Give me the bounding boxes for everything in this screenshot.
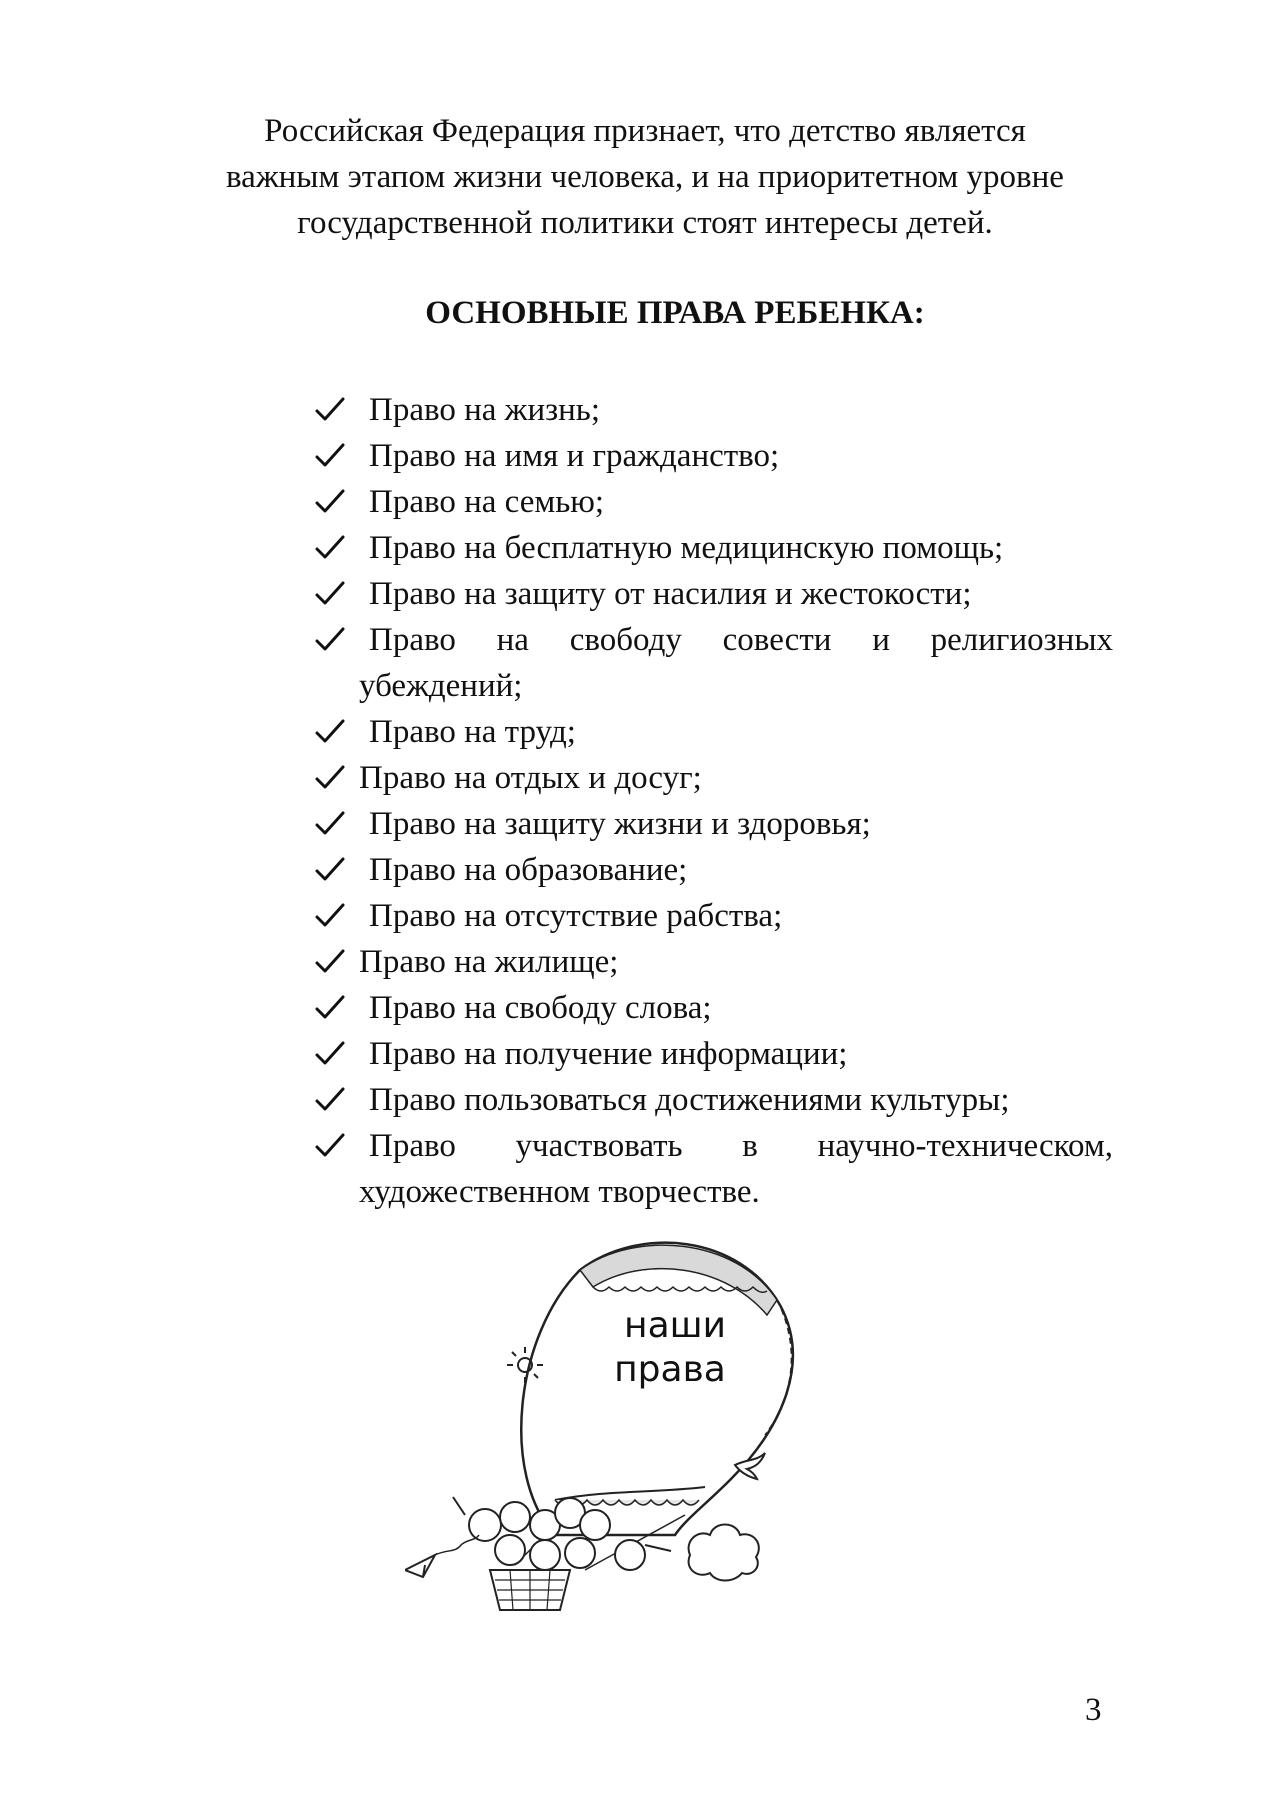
section-heading: ОСНОВНЫЕ ПРАВА РЕБЕНКА: <box>425 295 925 331</box>
right-text: Право на труд; <box>369 714 576 750</box>
balloon-text-1: наши <box>624 1305 726 1346</box>
list-item <box>313 525 1113 571</box>
checkmark-icon <box>315 1041 345 1067</box>
right-text: Право на жилище; <box>359 944 619 980</box>
right-text: Право на получение информации; <box>369 1036 848 1072</box>
right-text: Право на семью; <box>369 484 605 520</box>
list-item <box>313 709 1113 755</box>
right-text: Право на свободу слова; <box>369 990 712 1026</box>
page-number: 3 <box>1085 1692 1102 1728</box>
paper-plane-icon <box>405 1555 435 1577</box>
list-item <box>313 755 1113 801</box>
checkmark-icon <box>315 719 345 745</box>
right-text: Право на защиту жизни и здоровья; <box>369 806 871 842</box>
right-text: Право пользоваться достижениями культуры; <box>369 1082 1010 1118</box>
checkmark-icon <box>315 1087 345 1113</box>
right-text: Право участвовать в научно-техническом, <box>369 1128 1113 1164</box>
right-text: Право на имя и гражданство; <box>369 438 780 474</box>
list-item <box>313 433 1113 479</box>
list-item <box>313 1077 1113 1123</box>
right-text-continuation: убеждений; <box>359 668 523 704</box>
checkmark-icon <box>315 995 345 1021</box>
intro-line-2: важным этапом жизни человека, и на приоритетном уровне <box>226 159 1064 195</box>
right-text: Право на защиту от насилия и жестокости; <box>369 576 972 612</box>
checkmark-icon <box>315 581 345 607</box>
list-item <box>313 571 1113 617</box>
checkmark-icon <box>315 443 345 469</box>
list-item <box>313 387 1113 433</box>
checkmark-icon <box>315 857 345 883</box>
checkmark-icon <box>315 903 345 929</box>
hot-air-balloon-illustration <box>405 1225 865 1615</box>
list-item <box>313 847 1113 893</box>
intro-paragraph <box>170 108 1120 246</box>
checkmark-icon <box>315 1133 345 1159</box>
intro-line-1: Российская Федерация признает, что детство является <box>264 113 1026 149</box>
list-item <box>313 479 1113 525</box>
rights-list <box>313 387 1113 1215</box>
right-text: Право на бесплатную медицинскую помощь; <box>369 530 1004 566</box>
list-item <box>313 617 1113 709</box>
checkmark-icon <box>315 535 345 561</box>
right-text: Право на отсутствие рабства; <box>369 898 783 934</box>
checkmark-icon <box>315 765 345 791</box>
cloud-icon <box>689 1525 759 1581</box>
right-text: Право на отдых и досуг; <box>359 760 702 796</box>
list-item <box>313 1123 1113 1215</box>
list-item <box>313 801 1113 847</box>
list-item <box>313 1031 1113 1077</box>
checkmark-icon <box>315 811 345 837</box>
right-text: Право на жизнь; <box>369 392 601 428</box>
right-text: Право на свободу совести и религиозных <box>369 622 1113 658</box>
list-item <box>313 985 1113 1031</box>
intro-line-3: государственной политики стоят интересы детей. <box>297 205 993 241</box>
right-text-continuation: художественном творчестве. <box>359 1174 760 1210</box>
checkmark-icon <box>315 627 345 653</box>
checkmark-icon <box>315 397 345 423</box>
right-text: Право на образование; <box>369 852 688 888</box>
list-item <box>313 939 1113 985</box>
checkmark-icon <box>315 949 345 975</box>
checkmark-icon <box>315 489 345 515</box>
list-item <box>313 893 1113 939</box>
balloon-text-2: права <box>614 1349 726 1390</box>
